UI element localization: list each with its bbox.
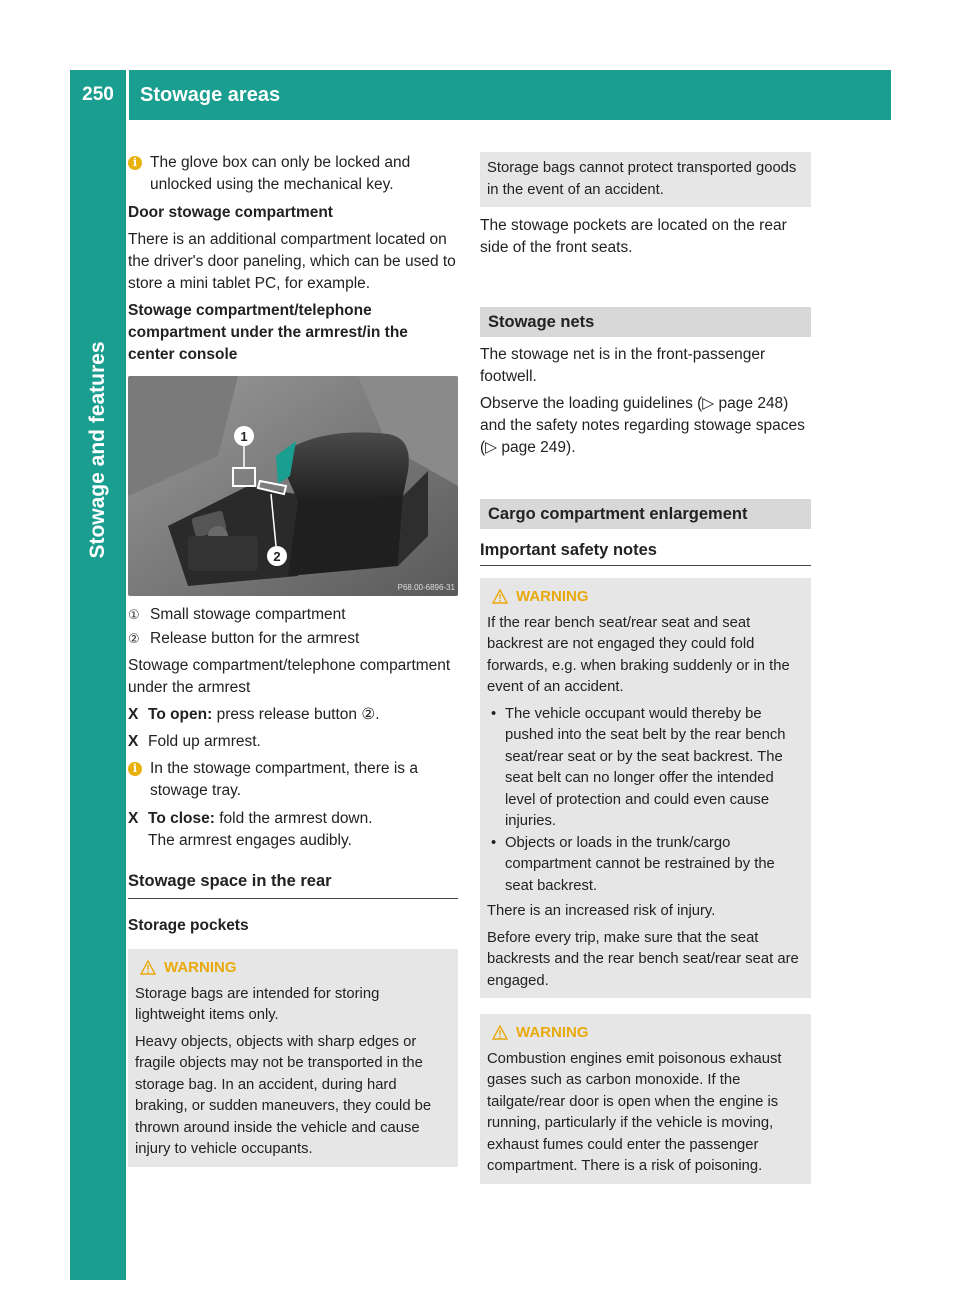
section-title: Stowage areas: [140, 83, 281, 106]
legend-item: [128, 604, 458, 626]
legend-text: Release button for the armrest: [150, 630, 360, 647]
warning-text: There is an increased risk of injury.: [487, 903, 716, 919]
callout-2: 2: [273, 549, 281, 564]
figure-code: P68.00-6896-31: [397, 583, 455, 592]
warning-title: [492, 586, 804, 608]
warning-box: [480, 578, 811, 998]
warning-label: WARNING: [516, 1024, 589, 1041]
armrest-illustration: [128, 376, 458, 596]
step-marker-icon: X: [128, 733, 139, 750]
info-note: [128, 152, 458, 196]
info-note: [128, 758, 458, 802]
info-text: In the stowage compartment, there is a stowage tray.: [150, 760, 418, 799]
info-text: The glove box can only be locked and unlocked using the mechanical key.: [150, 154, 411, 193]
warning-title: [140, 957, 451, 979]
step-close: [128, 808, 458, 830]
nets-heading: Stowage nets: [480, 307, 811, 337]
armrest-figure: [128, 376, 458, 596]
warning-title: [492, 1022, 804, 1044]
left-column: [128, 152, 458, 1177]
door-text: There is an additional compartment located on the driver's door paneling, which can be used to store a mini tablet PC, for example.: [128, 231, 456, 292]
warning-text: If the rear bench seat/rear seat and seat backrest are not engaged they could fold forwards, e.g. when braking suddenly or in the event of an accident.: [487, 614, 790, 695]
side-tab: [70, 120, 126, 1280]
warning-box: [128, 949, 458, 1167]
warning-box: [480, 1014, 811, 1184]
step-marker-icon: X: [128, 810, 139, 827]
bullet-icon: •: [491, 834, 497, 851]
warning-icon: [492, 589, 508, 604]
nets-text: The stowage net is in the front-passenger footwell.: [480, 346, 766, 385]
warning-text: Combustion engines emit poisonous exhaust gases such as carbon monoxide. If the tailgate/rear door is open when the engine is running, particularly if the vehicle is moving, exhaust fumes could enter the passenger compartment. There is a risk of poisoning.: [487, 1050, 782, 1174]
warning-icon: [140, 960, 156, 975]
legend-number: ①: [128, 607, 140, 622]
armrest-heading: Stowage compartment/telephone compartment under the armrest/in the center console: [128, 302, 408, 363]
bullet-item: [487, 833, 804, 898]
warning-icon: [492, 1025, 508, 1040]
bullet-item: [487, 704, 804, 833]
armrest-description: Stowage compartment/telephone compartment under the armrest: [128, 657, 451, 696]
step-label: To open:: [148, 706, 213, 723]
pockets-heading: Storage pockets: [128, 917, 249, 934]
step-text: Fold up armrest.: [148, 733, 261, 750]
step-marker-icon: X: [128, 706, 139, 723]
step-open: [128, 704, 458, 726]
cargo-heading: Cargo compartment enlargement: [480, 499, 811, 529]
step-text: fold the armrest down.: [219, 810, 373, 827]
header-divider: [126, 70, 129, 120]
callout-1: 1: [240, 429, 248, 444]
warning-label: WARNING: [516, 588, 589, 605]
close-result: The armrest engages audibly.: [148, 832, 352, 849]
info-icon: i: [128, 156, 142, 170]
bullet-text: The vehicle occupant would thereby be pushed into the seat belt by the rear bench seat/rear seat or by the seat backrest. The seat belt can no longer offer the intended level of protection and could even cause injuries.: [505, 705, 786, 829]
step-text: press release button ②.: [216, 706, 380, 723]
bullet-icon: •: [491, 705, 497, 722]
legend-number: ②: [128, 631, 140, 646]
legend-item: [128, 628, 458, 650]
warning-box-continued: Storage bags cannot protect transported goods in the event of an accident.: [480, 152, 811, 207]
safety-heading: Important safety notes: [480, 539, 811, 566]
warning-text: Storage bags are intended for storing lightweight items only.: [135, 985, 380, 1023]
step-label: To close:: [148, 810, 215, 827]
legend-text: Small stowage compartment: [150, 606, 346, 623]
rear-heading: Stowage space in the rear: [128, 870, 458, 899]
warning-label: WARNING: [164, 959, 237, 976]
bullet-text: Objects or loads in the trunk/cargo compartment cannot be restrained by the seat backrest.: [505, 834, 775, 894]
door-heading: Door stowage compartment: [128, 204, 333, 221]
nets-text: Observe the loading guidelines (▷ page 248) and the safety notes regarding stowage spaces (▷ page 249).: [480, 395, 805, 456]
info-icon: i: [128, 762, 142, 776]
warning-text: Before every trip, make sure that the seat backrests and the rear bench seat/rear seat are engaged.: [487, 929, 799, 989]
pockets-location: The stowage pockets are located on the rear side of the front seats.: [480, 217, 787, 256]
side-tab-label: Stowage and features: [86, 341, 109, 559]
step-fold: [128, 731, 458, 753]
page-number: 250: [82, 84, 114, 105]
warning-text: Heavy objects, objects with sharp edges or fragile objects may not be transported in the storage bag. In an accident, during hard braking, or sudden maneuvers, they could be thrown around inside the vehicle and cause injury to vehicle occupants.: [135, 1033, 432, 1157]
right-column: [480, 152, 811, 1194]
